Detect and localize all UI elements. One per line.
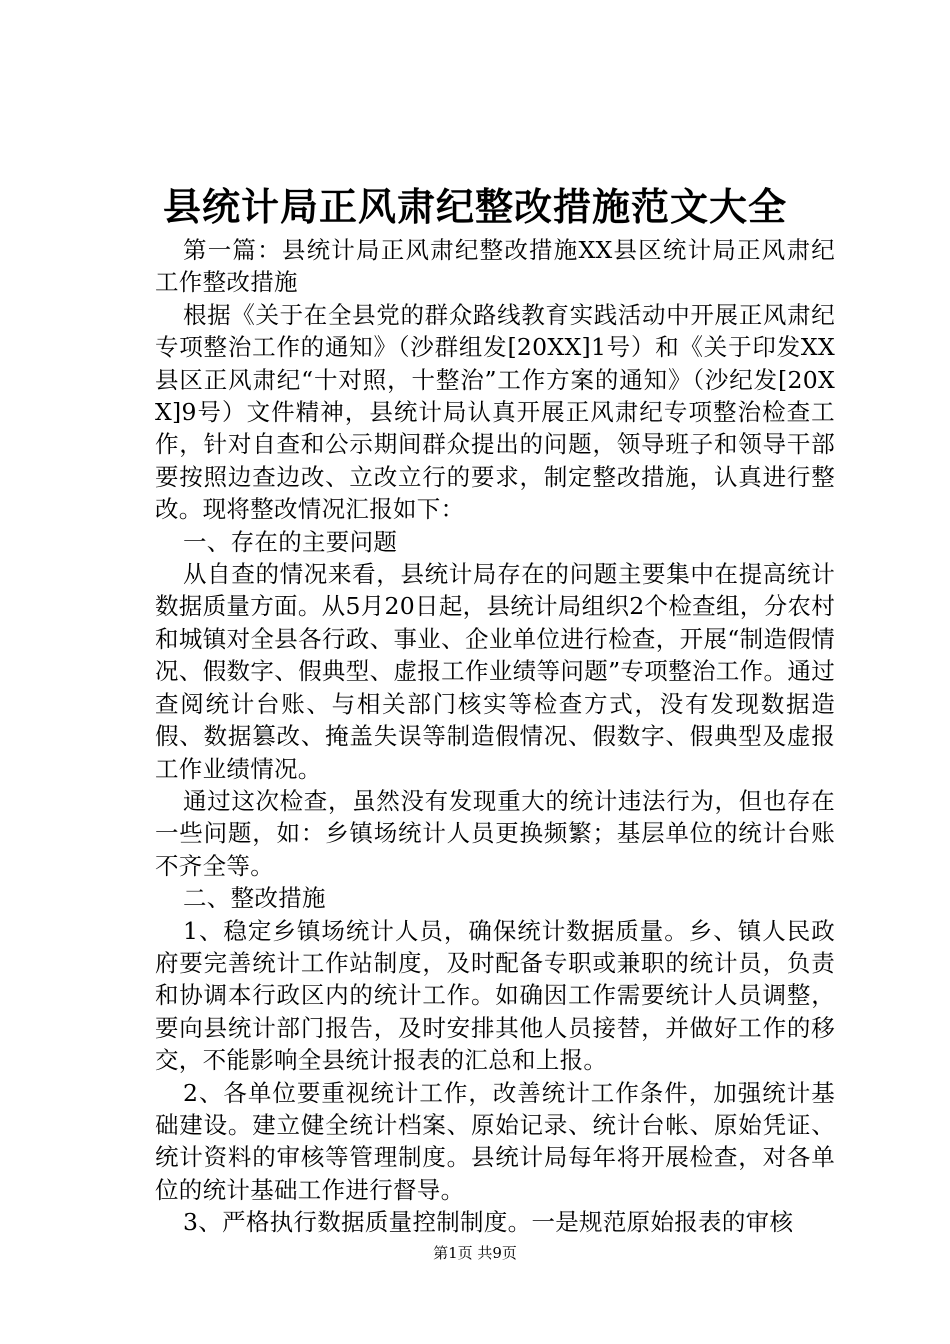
- paragraph-measure-1: 1、稳定乡镇场统计人员，确保统计数据质量。乡、镇人民政府要完善统计工作站制度，及时配备专职或兼职的统计员，负责和协调本行政区内的统计工作。如确因工作需要统计人员调整，要向县统计部门报告，及时安排其他人员接替，并做好工作的移交，不能影响全县统计报表的汇总和上报。: [155, 916, 835, 1075]
- page-number-footer: 第1页 共9页: [433, 1244, 517, 1262]
- section-heading-problems: 一、存在的主要问题: [183, 527, 398, 556]
- section-heading-measures: 二、整改措施: [183, 884, 326, 913]
- document-body: [155, 234, 835, 1239]
- paragraph-measure-2: 2、各单位要重视统计工作，改善统计工作条件，加强统计基础建设。建立健全统计档案、原始记录、统计台帐、原始凭证、统计资料的审核等管理制度。县统计局每年将开展检查，对各单位的统计基础工作进行督导。: [155, 1078, 835, 1204]
- paragraph-measure-3: 3、严格执行数据质量控制制度。一是规范原始报表的审核: [183, 1208, 794, 1237]
- paragraph-issues: 通过这次检查，虽然没有发现重大的统计违法行为，但也存在一些问题，如：乡镇场统计人员更换频繁；基层单位的统计台账不齐全等。: [155, 786, 835, 880]
- paragraph-findings: 从自查的情况来看，县统计局存在的问题主要集中在提高统计数据质量方面。从5月20日起，县统计局组织2个检查组，分农村和城镇对全县各行政、事业、企业单位进行检查，开展“制造假情况、假数字、假典型、虚报工作业绩等问题”专项整治工作。通过查阅统计台账、与相关部门核实等检查方式，没有发现数据造假、数据篡改、掩盖失误等制造假情况、假数字、假典型及虚报工作业绩情况。: [155, 560, 835, 783]
- paragraph-heading: 第一篇：县统计局正风肃纪整改措施XX县区统计局正风肃纪工作整改措施: [155, 236, 835, 297]
- paragraph-intro: 根据《关于在全县党的群众路线教育实践活动中开展正风肃纪专项整治工作的通知》（沙群组发[20XX]1号）和《关于印发XX县区正风肃纪“十对照，十整治”工作方案的通知》（沙纪发[20XX]9号）文件精神，县统计局认真开展正风肃纪专项整治检查工作，针对自查和公示期间群众提出的问题，领导班子和领导干部要按照边查边改、立改立行的要求，制定整改措施，认真进行整改。现将整改情况汇报如下：: [155, 300, 835, 524]
- document-title: 县统计局正风肃纪整改措施范文大全: [162, 185, 787, 229]
